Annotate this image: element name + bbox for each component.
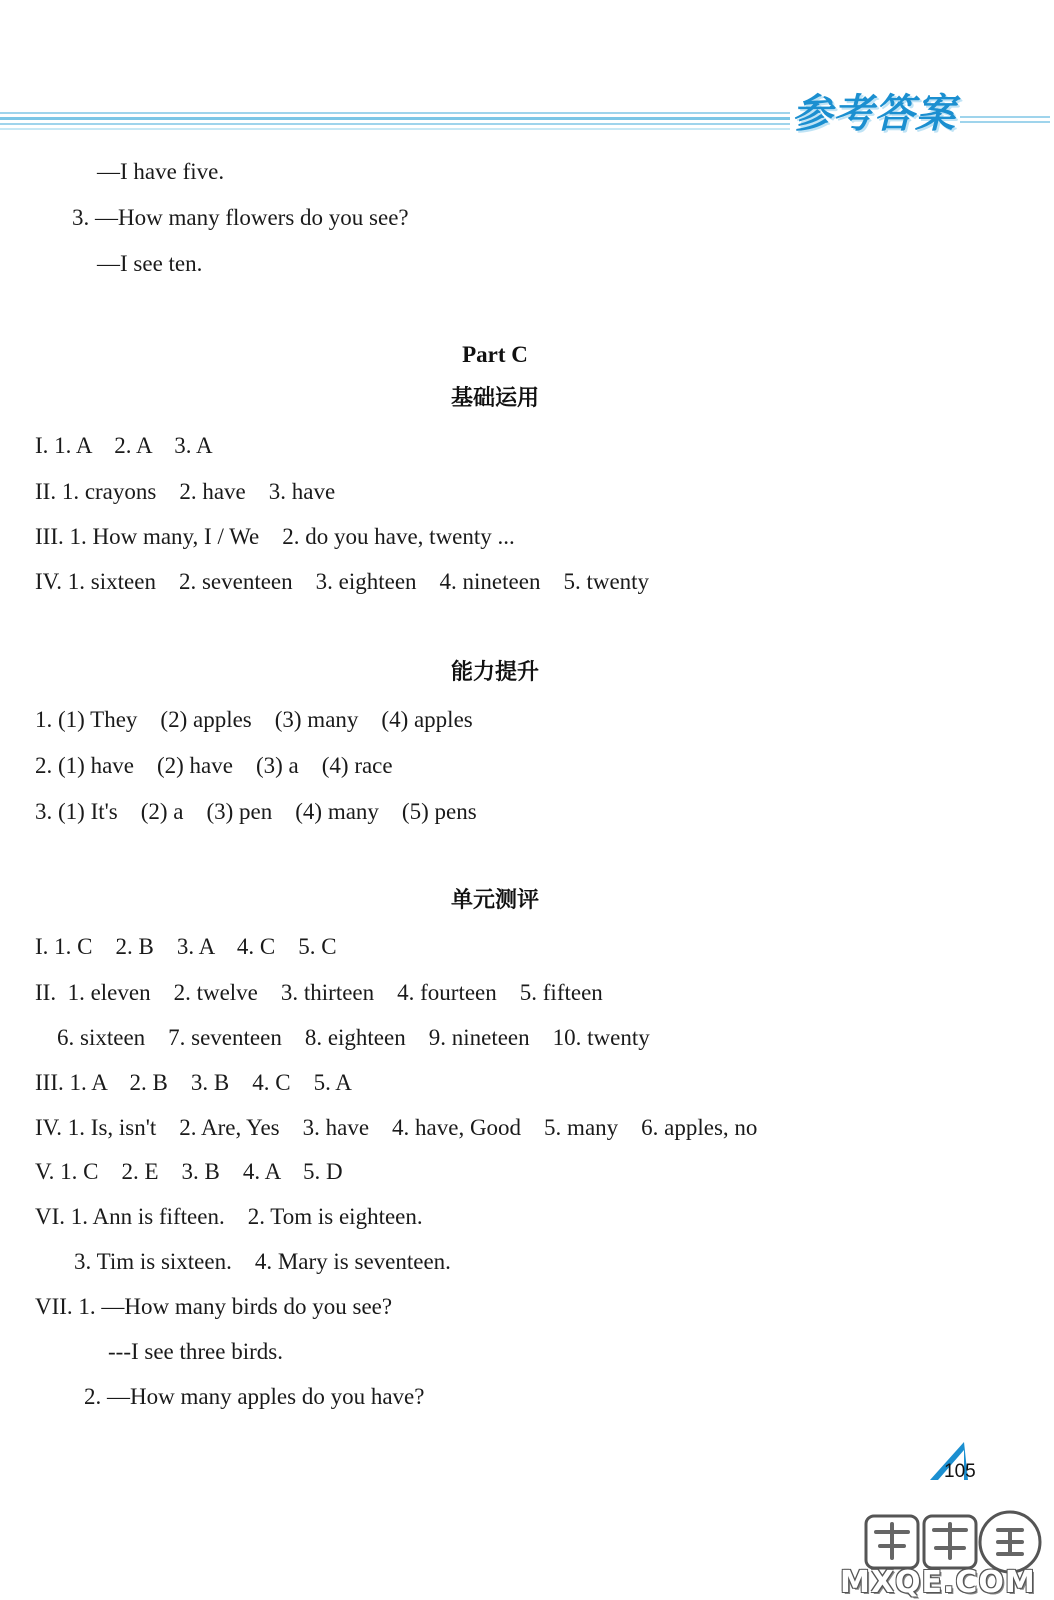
part-title: Part C bbox=[462, 342, 528, 367]
answer-line: 2. (1) have (2) have (3) a (4) race bbox=[35, 753, 393, 778]
answer-line: 2. —How many apples do you have? bbox=[84, 1384, 425, 1409]
answer-line: II. 1. eleven 2. twelve 3. thirteen 4. fourteen 5. fifteen bbox=[35, 980, 603, 1005]
header-title: 参考答案 bbox=[792, 91, 956, 137]
intro-line: —I have five. bbox=[97, 159, 225, 184]
section-heading: 单元测评 bbox=[450, 888, 539, 913]
answer-line: ---I see three birds. bbox=[108, 1339, 283, 1364]
answer-line: II. 1. crayons 2. have 3. have bbox=[35, 479, 336, 504]
answer-line: III. 1. How many, I / We 2. do you have, twenty ... bbox=[35, 524, 515, 549]
header-rule bbox=[0, 112, 800, 132]
watermark-text: MXQE.COM bbox=[840, 1565, 1036, 1600]
section-heading: 能力提升 bbox=[450, 660, 539, 685]
answer-line: I. 1. A 2. A 3. A bbox=[35, 433, 213, 458]
answer-line: 3. Tim is sixteen. 4. Mary is seventeen. bbox=[74, 1249, 451, 1274]
intro-line: 3. —How many flowers do you see? bbox=[72, 205, 409, 230]
section-heading: 基础运用 bbox=[450, 386, 539, 411]
answer-line: VI. 1. Ann is fifteen. 2. Tom is eighteen. bbox=[35, 1204, 423, 1229]
answer-line: 6. sixteen 7. seventeen 8. eighteen 9. nineteen 10. twenty bbox=[57, 1025, 650, 1050]
answer-line: IV. 1. Is, isn't 2. Are, Yes 3. have 4. have, Good 5. many 6. apples, no bbox=[35, 1115, 758, 1140]
header-rule-right bbox=[960, 116, 1050, 128]
intro-line: —I see ten. bbox=[97, 251, 203, 276]
answer-line: VII. 1. —How many birds do you see? bbox=[35, 1294, 393, 1319]
answer-line: I. 1. C 2. B 3. A 4. C 5. C bbox=[35, 934, 337, 959]
answer-line: IV. 1. sixteen 2. seventeen 3. eighteen 4. nineteen 5. twenty bbox=[35, 569, 650, 594]
page-number-badge bbox=[924, 1440, 1004, 1490]
answer-line: V. 1. C 2. E 3. B 4. A 5. D bbox=[35, 1159, 343, 1184]
answer-line: III. 1. A 2. B 3. B 4. C 5. A bbox=[35, 1070, 352, 1095]
answer-line: 1. (1) They (2) apples (3) many (4) apples bbox=[35, 707, 473, 732]
page-number: 105 bbox=[944, 1461, 976, 1482]
answer-line: 3. (1) It's (2) a (3) pen (4) many (5) pens bbox=[35, 799, 477, 824]
